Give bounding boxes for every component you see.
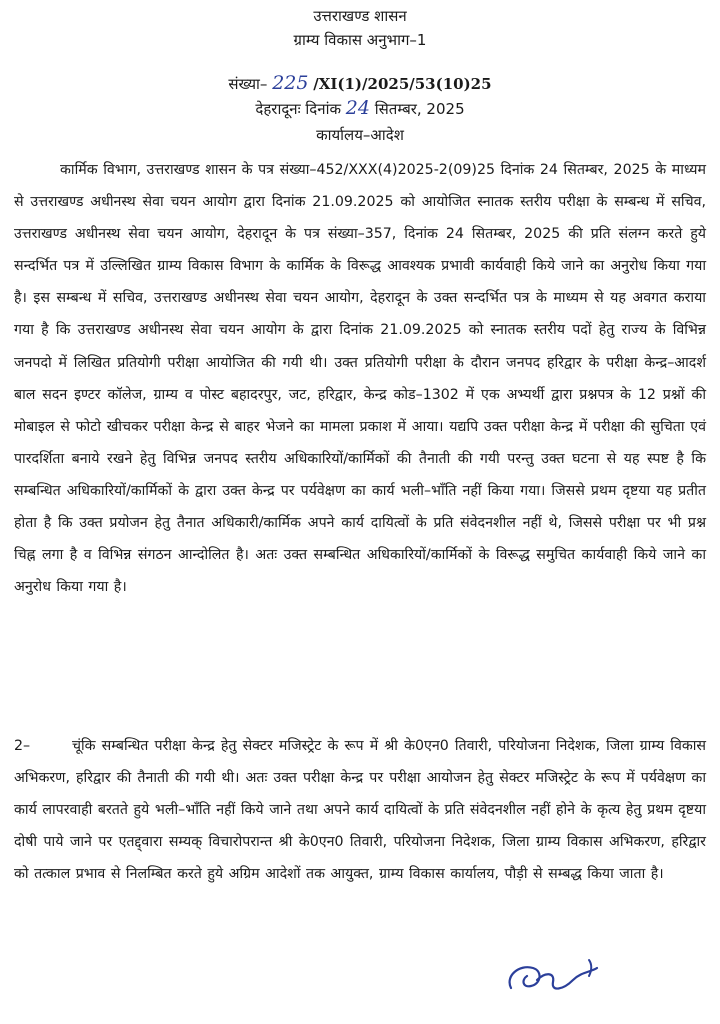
signature (497, 950, 607, 1010)
place-date-label: देहरादूनः दिनांक (255, 100, 341, 118)
paragraph-2-text: चूंकि सम्बन्धित परीक्षा केन्द्र हेतु सेक्टर मजिस्ट्रेट के रूप में श्री के0एन0 तिवारी, परियोजना निदेशक, जिला ग्राम्य विकास अभिकरण, हरिद्वार की तैनाती की गयी थी। अतः उक्त परीक्षा केन्द्र पर परीक्षा आयोजन हेतु सेक्टर मजिस्ट्रेट के रूप में पर्यवेक्षण का कार्य लापरवाही बरतते हुये भली–भाँति नहीं किये जाने तथा अपने कार्य दायित्वों के प्रति संवेदनशील नहीं होने के कृत्य हेतु प्रथम दृष्टया दोषी पाये जाने पर एतद्द्वारा सम्यक् विचारोपरान्त श्री के0एन0 तिवारी, परियोजना निदेशक, जिला ग्राम्य विकास अभिकरण, हरिद्वार को तत्काल प्रभाव से निलम्बित करते हुये अग्रिम आदेशों तक आयुक्त, ग्राम्य विकास कार्यालय, पौड़ी से सम्बद्ध किया जाता है। (14, 738, 706, 883)
paragraph-2-number: 2– (14, 738, 31, 754)
handwritten-number: 225 (272, 72, 309, 94)
government-heading: उत्तराखण्ड शासन (313, 7, 407, 25)
number-label: संख्या– (228, 75, 268, 93)
handwritten-date: 24 (345, 97, 370, 119)
paragraph-2 (14, 730, 706, 890)
letter-number (0, 72, 720, 94)
paragraph-1: कार्मिक विभाग, उत्तराखण्ड शासन के पत्र संख्या–452/XXX(4)2025-2(09)25 दिनांक 24 सितम्बर, 2025 के माध्यम से उत्तराखण्ड अधीनस्थ सेवा चयन आयोग द्वारा दिनांक 21.09.2025 को आयोजित स्नातक स्तरीय परीक्षा के सम्बन्ध में सचिव, उत्तराखण्ड अधीनस्थ सेवा चयन आयोग, देहरादून के पत्र संख्या–357, दिनांक 24 सितम्बर, 2025 की प्रति संलग्न करते हुये सन्दर्भित पत्र में उल्लिखित ग्राम्य विकास विभाग के कार्मिक के विरूद्ध आवश्यक प्रभावी कार्यवाही किये जाने का अनुरोध किया गया है। इस सम्बन्ध में सचिव, उत्तराखण्ड अधीनस्थ सेवा चयन आयोग, देहरादून के उक्त सन्दर्भित पत्र के माध्यम से यह अवगत कराया गया है कि उत्तराखण्ड अधीनस्थ सेवा चयन आयोग के द्वारा दिनांक 21.09.2025 को स्नातक स्तरीय पदों हेतु राज्य के विभिन्न जनपदो में लिखित प्रतियोगी परीक्षा आयोजित की गयी थी। उक्त प्रतियोगी परीक्षा के दौरान जनपद हरिद्वार के परीक्षा केन्द्र–आदर्श बाल सदन इण्टर कॉलेज, ग्राम्य व पोस्ट बहादरपुर, जट, हरिद्वार, केन्द्र कोड–1302 में एक अभ्यर्थी द्वारा प्रश्नपत्र के 12 प्रश्नों की मोबाइल से फोटो खीचकर परीक्षा केन्द्र से बाहर भेजने का मामला प्रकाश में आया। यद्यपि उक्त परीक्षा केन्द्र में परीक्षा की सुचिता एवं पारदर्शिता बनाये रखने हेतु विभिन्न जनपद स्तरीय अधिकारियों/कार्मिकों की तैनाती की गयी परन्तु उक्त घटना से यह स्पष्ट है कि सम्बन्धित अधिकारियों/कार्मिकों के द्वारा उक्त केन्द्र पर पर्यवेक्षण का कार्य भली–भाँति नहीं किया गया। जिससे प्रथम दृष्टया यह प्रतीत होता है कि उक्त प्रयोजन हेतु तैनात अधिकारी/कार्मिक अपने कार्य दायित्वों के प्रति संवेदनशील नहीं थे, जिससे परीक्षा पर भी प्रश्न चिह्न लगा है व विभिन्न संगठन आन्दोलित है। अतः उक्त सम्बन्धित अधिकारियों/कार्मिकों के विरूद्ध समुचित कार्यवाही किये जाने का अनुरोध किया गया है। (14, 162, 706, 596)
number-suffix: /XI(1)/2025/53(10)25 (313, 75, 492, 93)
place-date (0, 97, 720, 119)
order-title: कार्यालय–आदेश (316, 126, 404, 144)
date-suffix: सितम्बर, 2025 (374, 100, 465, 118)
department-heading: ग्राम्य विकास अनुभाग–1 (293, 31, 427, 49)
